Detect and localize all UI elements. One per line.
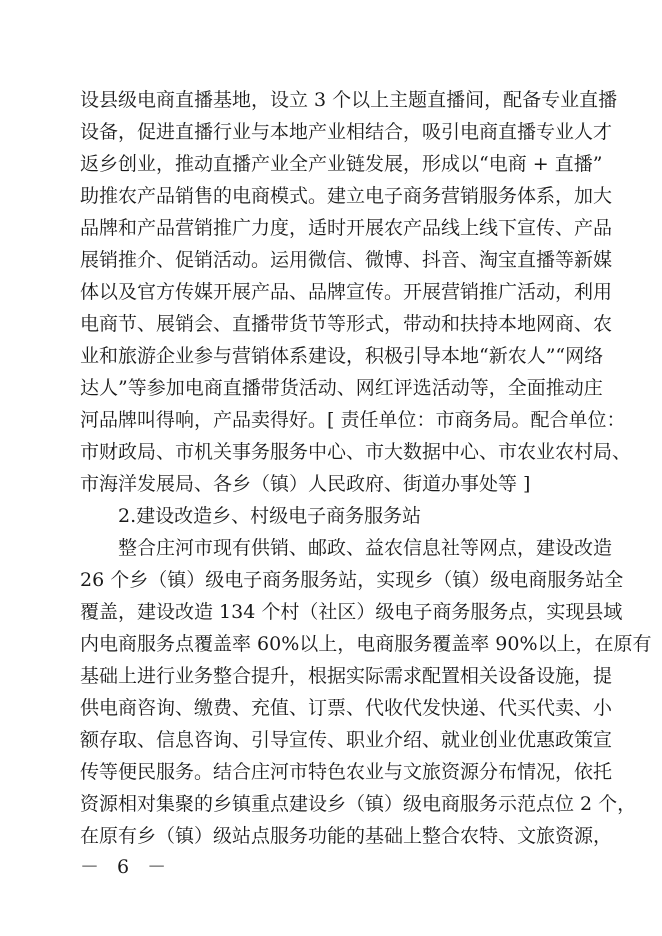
text-line: 河品牌叫得响，产品卖得好。[ 责任单位：市商务局。配合单位：	[80, 409, 626, 431]
text-line: 业和旅游企业参与营销体系建设，积极引导本地“新农人”“网络	[80, 345, 604, 367]
text-line: 基础上进行业务整合提升，根据实际需求配置相关设备设施，提	[80, 665, 613, 687]
section-heading: 2.建设改造乡、村级电子商务服务站	[118, 505, 422, 527]
text-line: 设备，促进直播行业与本地产业相结合，吸引电商直播专业人才	[80, 121, 613, 143]
text-line: 资源相对集聚的乡镇重点建设乡（镇）级电商服务示范点位 2 个，	[80, 793, 637, 815]
text-line: 传等便民服务。结合庄河市特色农业与文旅资源分布情况，依托	[80, 761, 613, 783]
text-line: 额存取、信息咨询、引导宣传、职业介绍、就业创业优惠政策宣	[80, 729, 613, 751]
text-line: 助推农产品销售的电商模式。建立电子商务营销服务体系，加大	[80, 185, 613, 207]
page-number: － 6 －	[80, 856, 173, 878]
text-line: 体以及官方传媒开展产品、品牌宣传。开展营销推广活动，利用	[80, 281, 613, 303]
document-body	[80, 84, 652, 852]
text-line: 26 个乡（镇）级电子商务服务站，实现乡（镇）级电商服务站全	[80, 569, 624, 591]
text-line: 整合庄河市现有供销、邮政、益农信息社等网点，建设改造	[118, 537, 613, 559]
text-line: 电商节、展销会、直播带货节等形式，带动和扶持本地网商、农	[80, 313, 613, 335]
text-line: 市海洋发展局、各乡（镇）人民政府、街道办事处等 ]	[80, 473, 531, 495]
text-line: 覆盖，建设改造 134 个村（社区）级电子商务服务点，实现县域	[80, 601, 623, 623]
text-line: 在原有乡（镇）级站点服务功能的基础上整合农特、文旅资源，	[80, 825, 613, 847]
text-line: 返乡创业，推动直播产业全产业链发展，形成以“电商 + 直播”	[80, 153, 603, 175]
text-line: 设县级电商直播基地，设立 3 个以上主题直播间，配备专业直播	[80, 89, 618, 111]
text-line: 品牌和产品营销推广力度，适时开展农产品线上线下宣传、产品	[80, 217, 613, 239]
text-line: 市财政局、市机关事务服务中心、市大数据中心、市农业农村局、	[80, 441, 632, 463]
text-line: 达人”等参加电商直播带货活动、网红评选活动等，全面推动庄	[80, 377, 603, 399]
text-line: 展销推介、促销活动。运用微信、微博、抖音、淘宝直播等新媒	[80, 249, 613, 271]
text-line: 内电商服务点覆盖率 60%以上，电商服务覆盖率 90%以上，在原有	[80, 633, 652, 655]
text-line: 供电商咨询、缴费、充值、订票、代收代发快递、代买代卖、小	[80, 697, 613, 719]
